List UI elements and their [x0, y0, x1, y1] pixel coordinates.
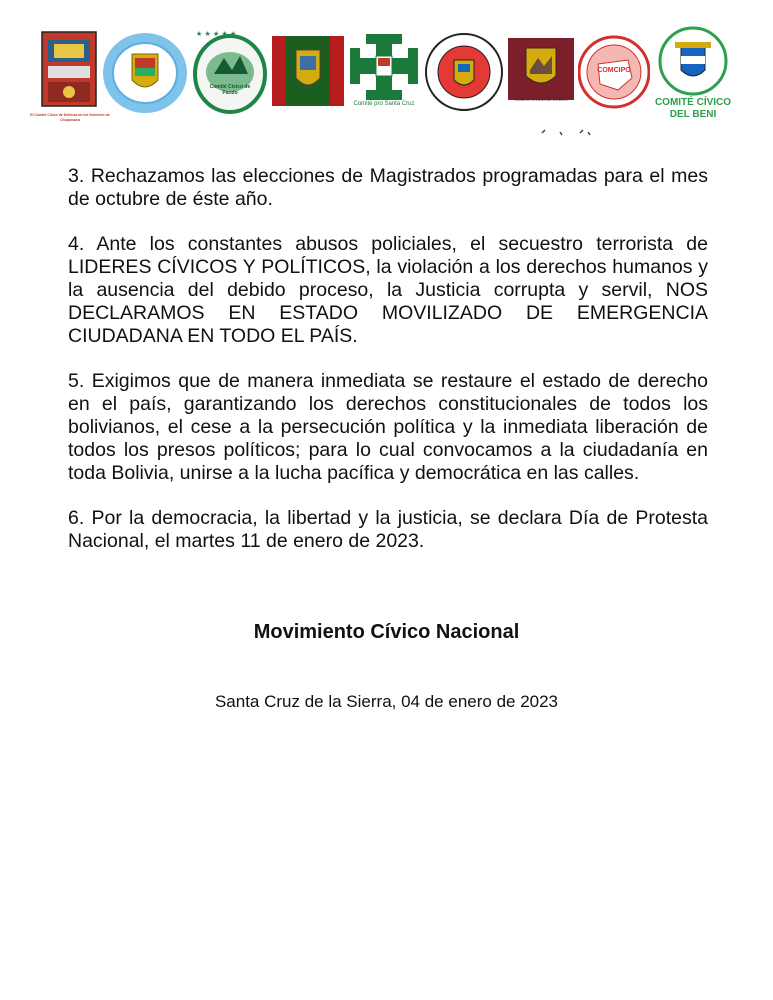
scan-marks	[540, 124, 600, 142]
logo-chuquisaca-caption: El Comité Cívico de Defensa de los Intereses de Chuquisaca	[30, 113, 110, 122]
logo-beni-caption-2: DEL BENI	[669, 109, 717, 120]
logo-la-paz	[272, 36, 344, 106]
header-logos	[0, 0, 773, 135]
logo-pando	[192, 28, 268, 114]
logo-santa-cruz-caption: Comité pro Santa Cruz	[353, 101, 415, 107]
paragraph-3: 3. Rechazamos las elecciones de Magistrados programadas para el mes de octubre de éste año.	[68, 165, 708, 210]
logo-oruro	[508, 38, 574, 100]
svg-text:★ ★ ★ ★ ★: ★ ★ ★ ★ ★	[196, 30, 237, 38]
logo-comcipo-caption: COMCIPO	[597, 67, 631, 74]
signature-title: Movimiento Cívico Nacional	[253, 621, 520, 643]
logo-tarija	[424, 30, 504, 114]
logo-oruro-caption: COMITÉ CÍVICO DE ORURO	[514, 97, 568, 102]
logo-santa-cruz	[350, 34, 418, 100]
paragraph-6: 6. Por la democracia, la libertad y la justicia, se declara Día de Protesta Nacional, el martes 11 de enero de 2023.	[68, 507, 708, 552]
logo-beni-caption-1: COMITÉ CÍVICO	[654, 97, 732, 108]
paragraph-4: 4. Ante los constantes abusos policiales, el secuestro terrorista de LIDERES CÍVICOS Y POLÍTICOS, la violación a los derechos humanos y la ausencia del debido proceso, la Justicia corrupta y servil, NOS DECLARAMOS EN ESTADO MOVILIZADO DE EMERGENCIA CIUDADANA EN TODO EL PAÍS.	[68, 233, 708, 347]
logo-beni	[653, 26, 733, 96]
logo-pando-caption: Comité Cívico de Pando	[209, 84, 251, 96]
logo-chuquisaca	[40, 30, 98, 110]
paragraph-5: 5. Exigimos que de manera inmediata se restaure el estado de derecho en el país, garantizando los derechos constitucionales de todos los bolivianos, el cese a la persecución política y la inmediata liberación de todos los presos políticos; para lo cual convocamos a la ciudadanía en toda Bolivia, unirse a la lucha pacífica y democrática en las calles.	[68, 370, 708, 484]
logo-cochabamba	[102, 32, 188, 114]
place-date: Santa Cruz de la Sierra, 04 de enero de 2023	[214, 692, 559, 711]
declaration-body	[68, 165, 708, 575]
